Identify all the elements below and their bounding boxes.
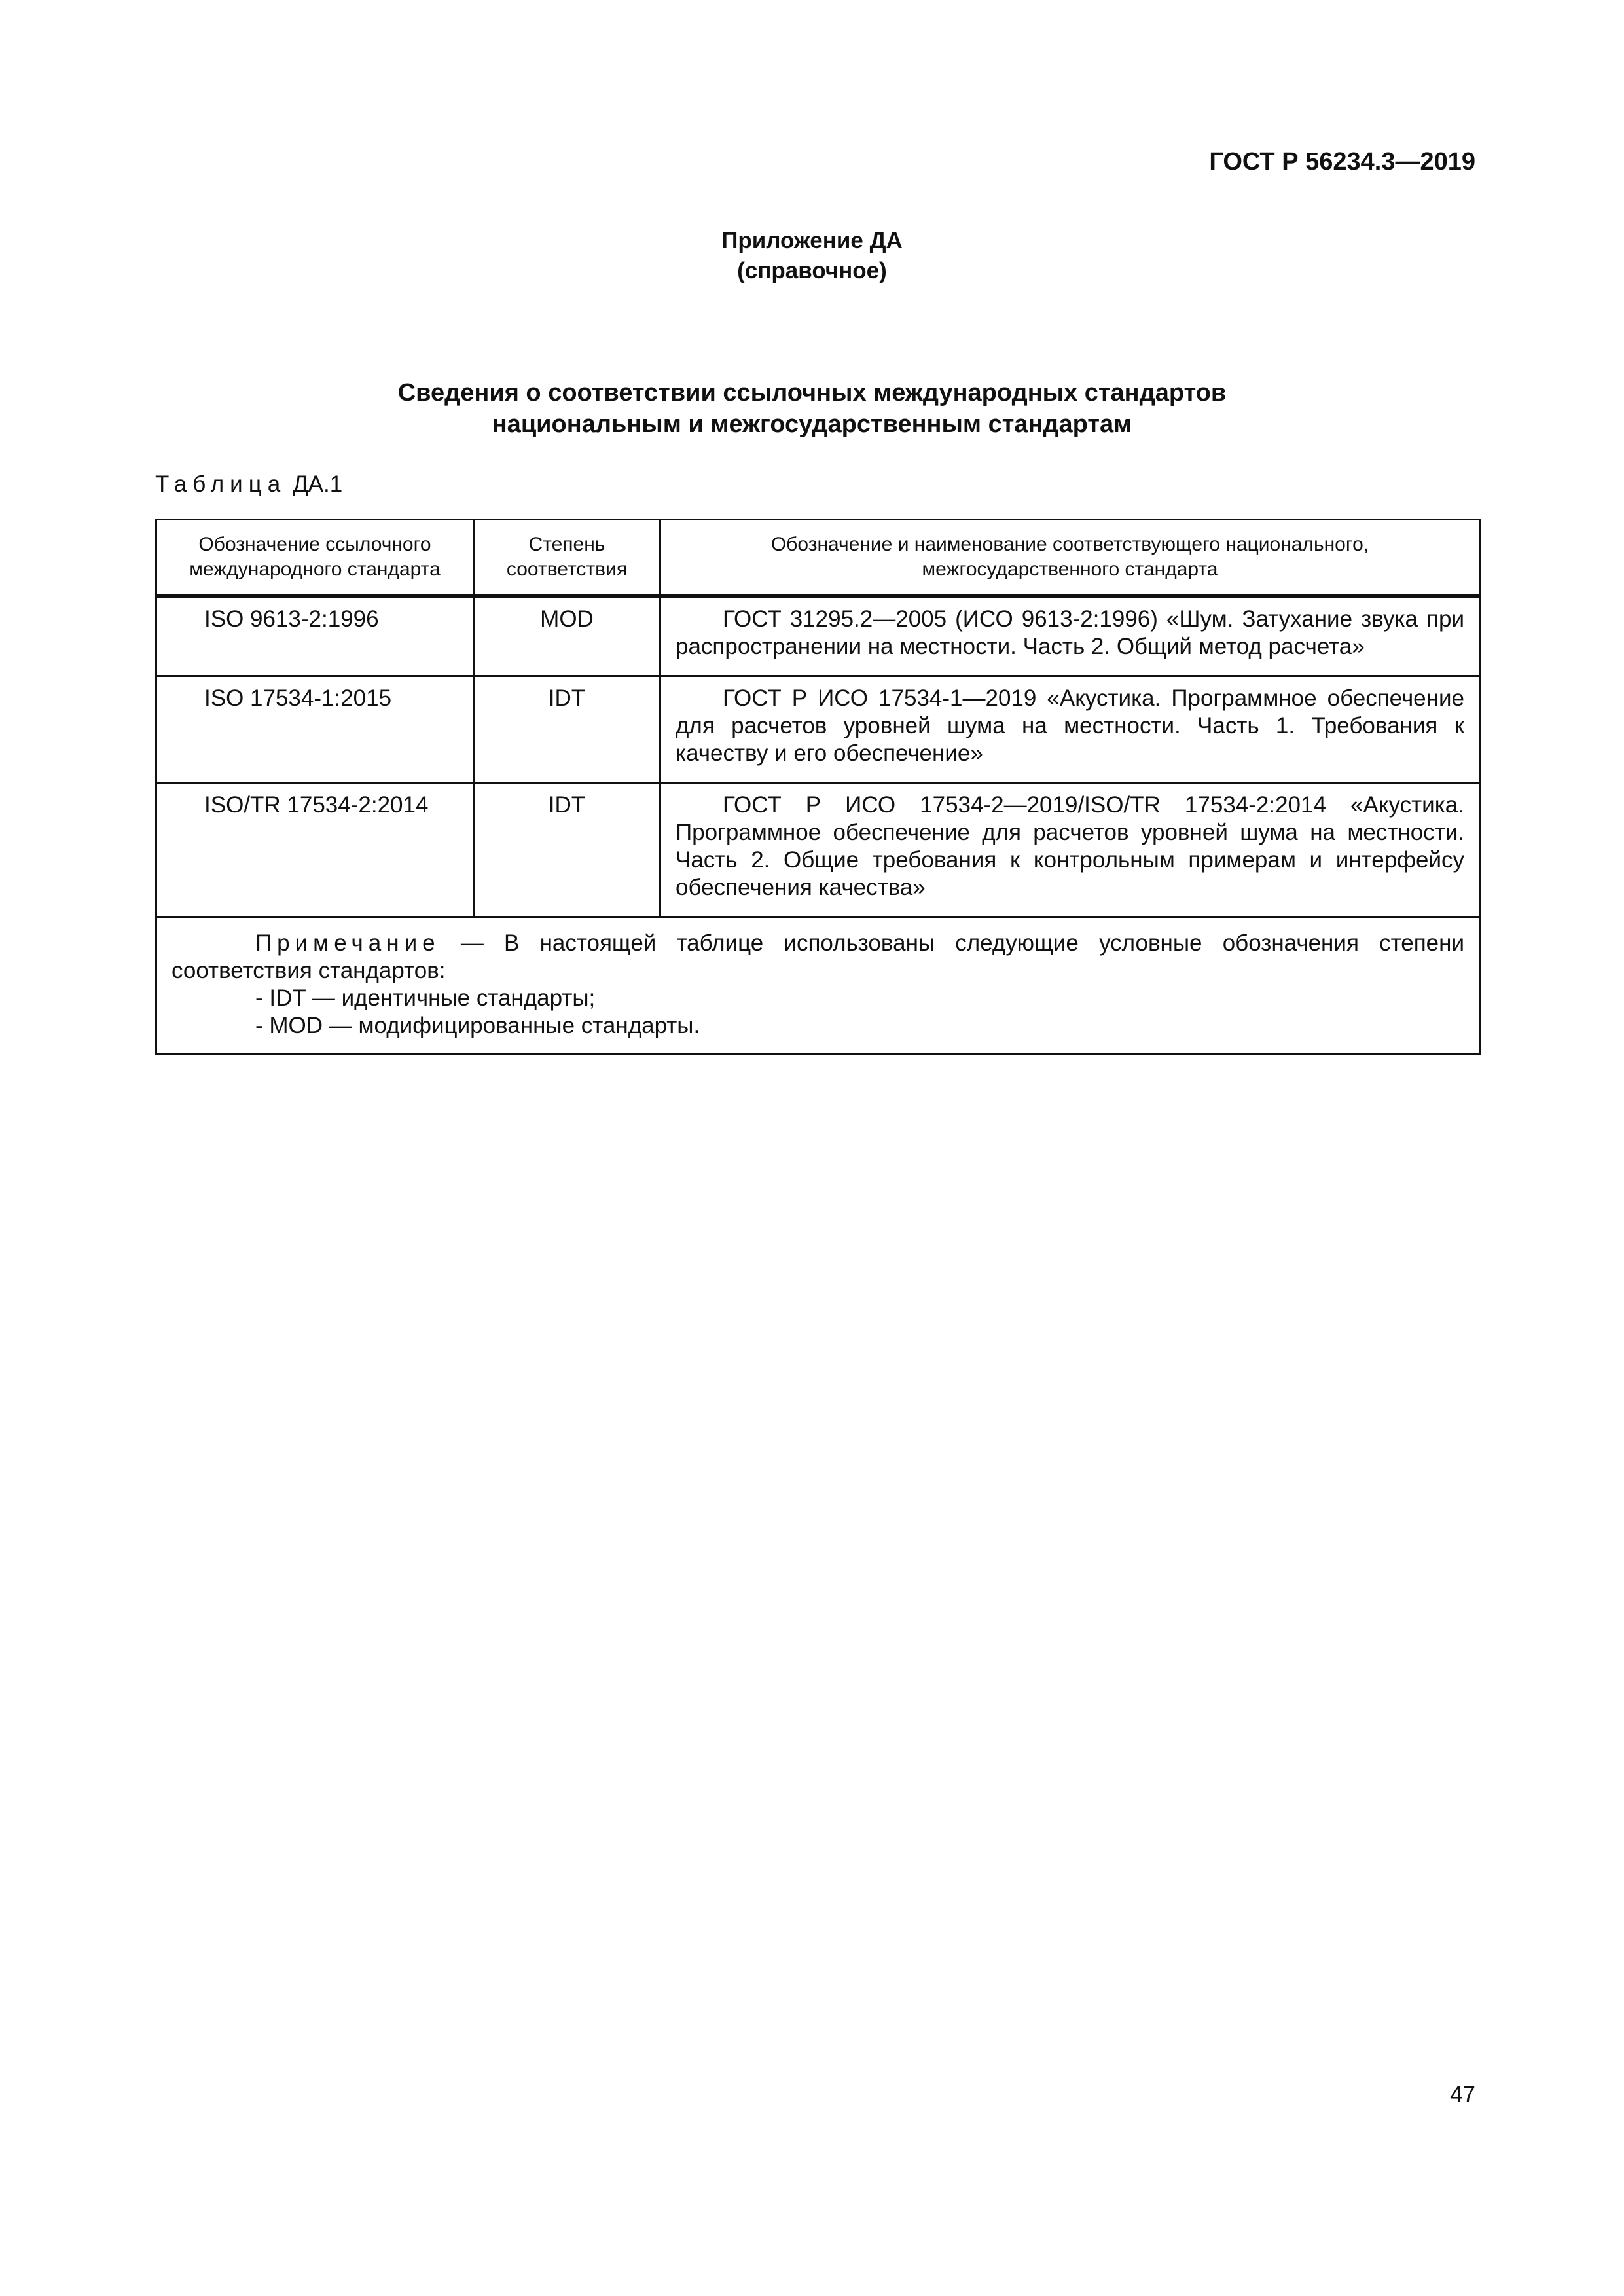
standard-code-header: ГОСТ Р 56234.3—2019 [1209,148,1475,175]
note-item-idt: - IDT — идентичные стандарты; [255,985,596,1011]
cell-national-standard [660,596,1480,676]
page-number: 47 [1450,2082,1475,2107]
cell-national-standard [660,676,1480,783]
cell-degree: IDT [474,676,660,783]
cell-national-standard [660,783,1480,917]
cell-international-standard: ISO 9613-2:1996 [156,596,474,676]
table-row [156,676,1480,783]
document-title [0,377,1624,440]
column-header-national: Обозначение и наименование соответствующего национального, межгосударственного стандарта [660,520,1480,596]
table-note-row [156,917,1480,1054]
table-header-row [156,520,1480,596]
cell-international-standard: ISO/TR 17534-2:2014 [156,783,474,917]
table-row [156,596,1480,676]
table-note [156,917,1480,1054]
column-header-degree: Степень соответствия [474,520,660,596]
cell-degree: IDT [474,783,660,917]
standards-table [155,519,1481,1055]
cell-degree: MOD [474,596,660,676]
table-caption [155,471,342,498]
national-standard-text: ГОСТ Р ИСО 17534-1—2019 «Акустика. Программное обеспечение для расчетов уровней шума на местности. Часть 1. Требования к качеству и его обеспечение» [676,685,1464,766]
appendix-type: (справочное) [737,258,887,283]
table-caption-number: ДА.1 [292,471,343,497]
note-text: — В настоящей таблице использованы следующие условные обозначения степени соответствия стандартов: [171,930,1464,983]
appendix-heading [0,226,1624,286]
column-header-international: Обозначение ссылочного международного стандарта [156,520,474,596]
document-title-line-1: Сведения о соответствии ссылочных международных стандартов [397,379,1227,407]
note-paragraph [171,930,1464,985]
appendix-title: Приложение ДА [721,228,903,253]
national-standard-text: ГОСТ 31295.2—2005 (ИСО 9613-2:1996) «Шум. Затухание звука при распространении на местности. Часть 2. Общий метод расчета» [676,606,1464,659]
note-label: Примечание [255,930,441,956]
note-item-mod: - MOD — модифицированные стандарты. [255,1013,700,1038]
document-title-line-2: национальным и межгосударственным стандартам [492,410,1132,438]
table-row [156,783,1480,917]
national-standard-text: ГОСТ Р ИСО 17534-2—2019/ISO/TR 17534-2:2014 «Акустика. Программное обеспечение для расчетов уровней шума на местности. Часть 2. Общие требования к контрольным примерам и интерфейсу обеспечения качества» [676,792,1464,900]
table-caption-word: Таблица [155,471,287,497]
cell-international-standard: ISO 17534-1:2015 [156,676,474,783]
